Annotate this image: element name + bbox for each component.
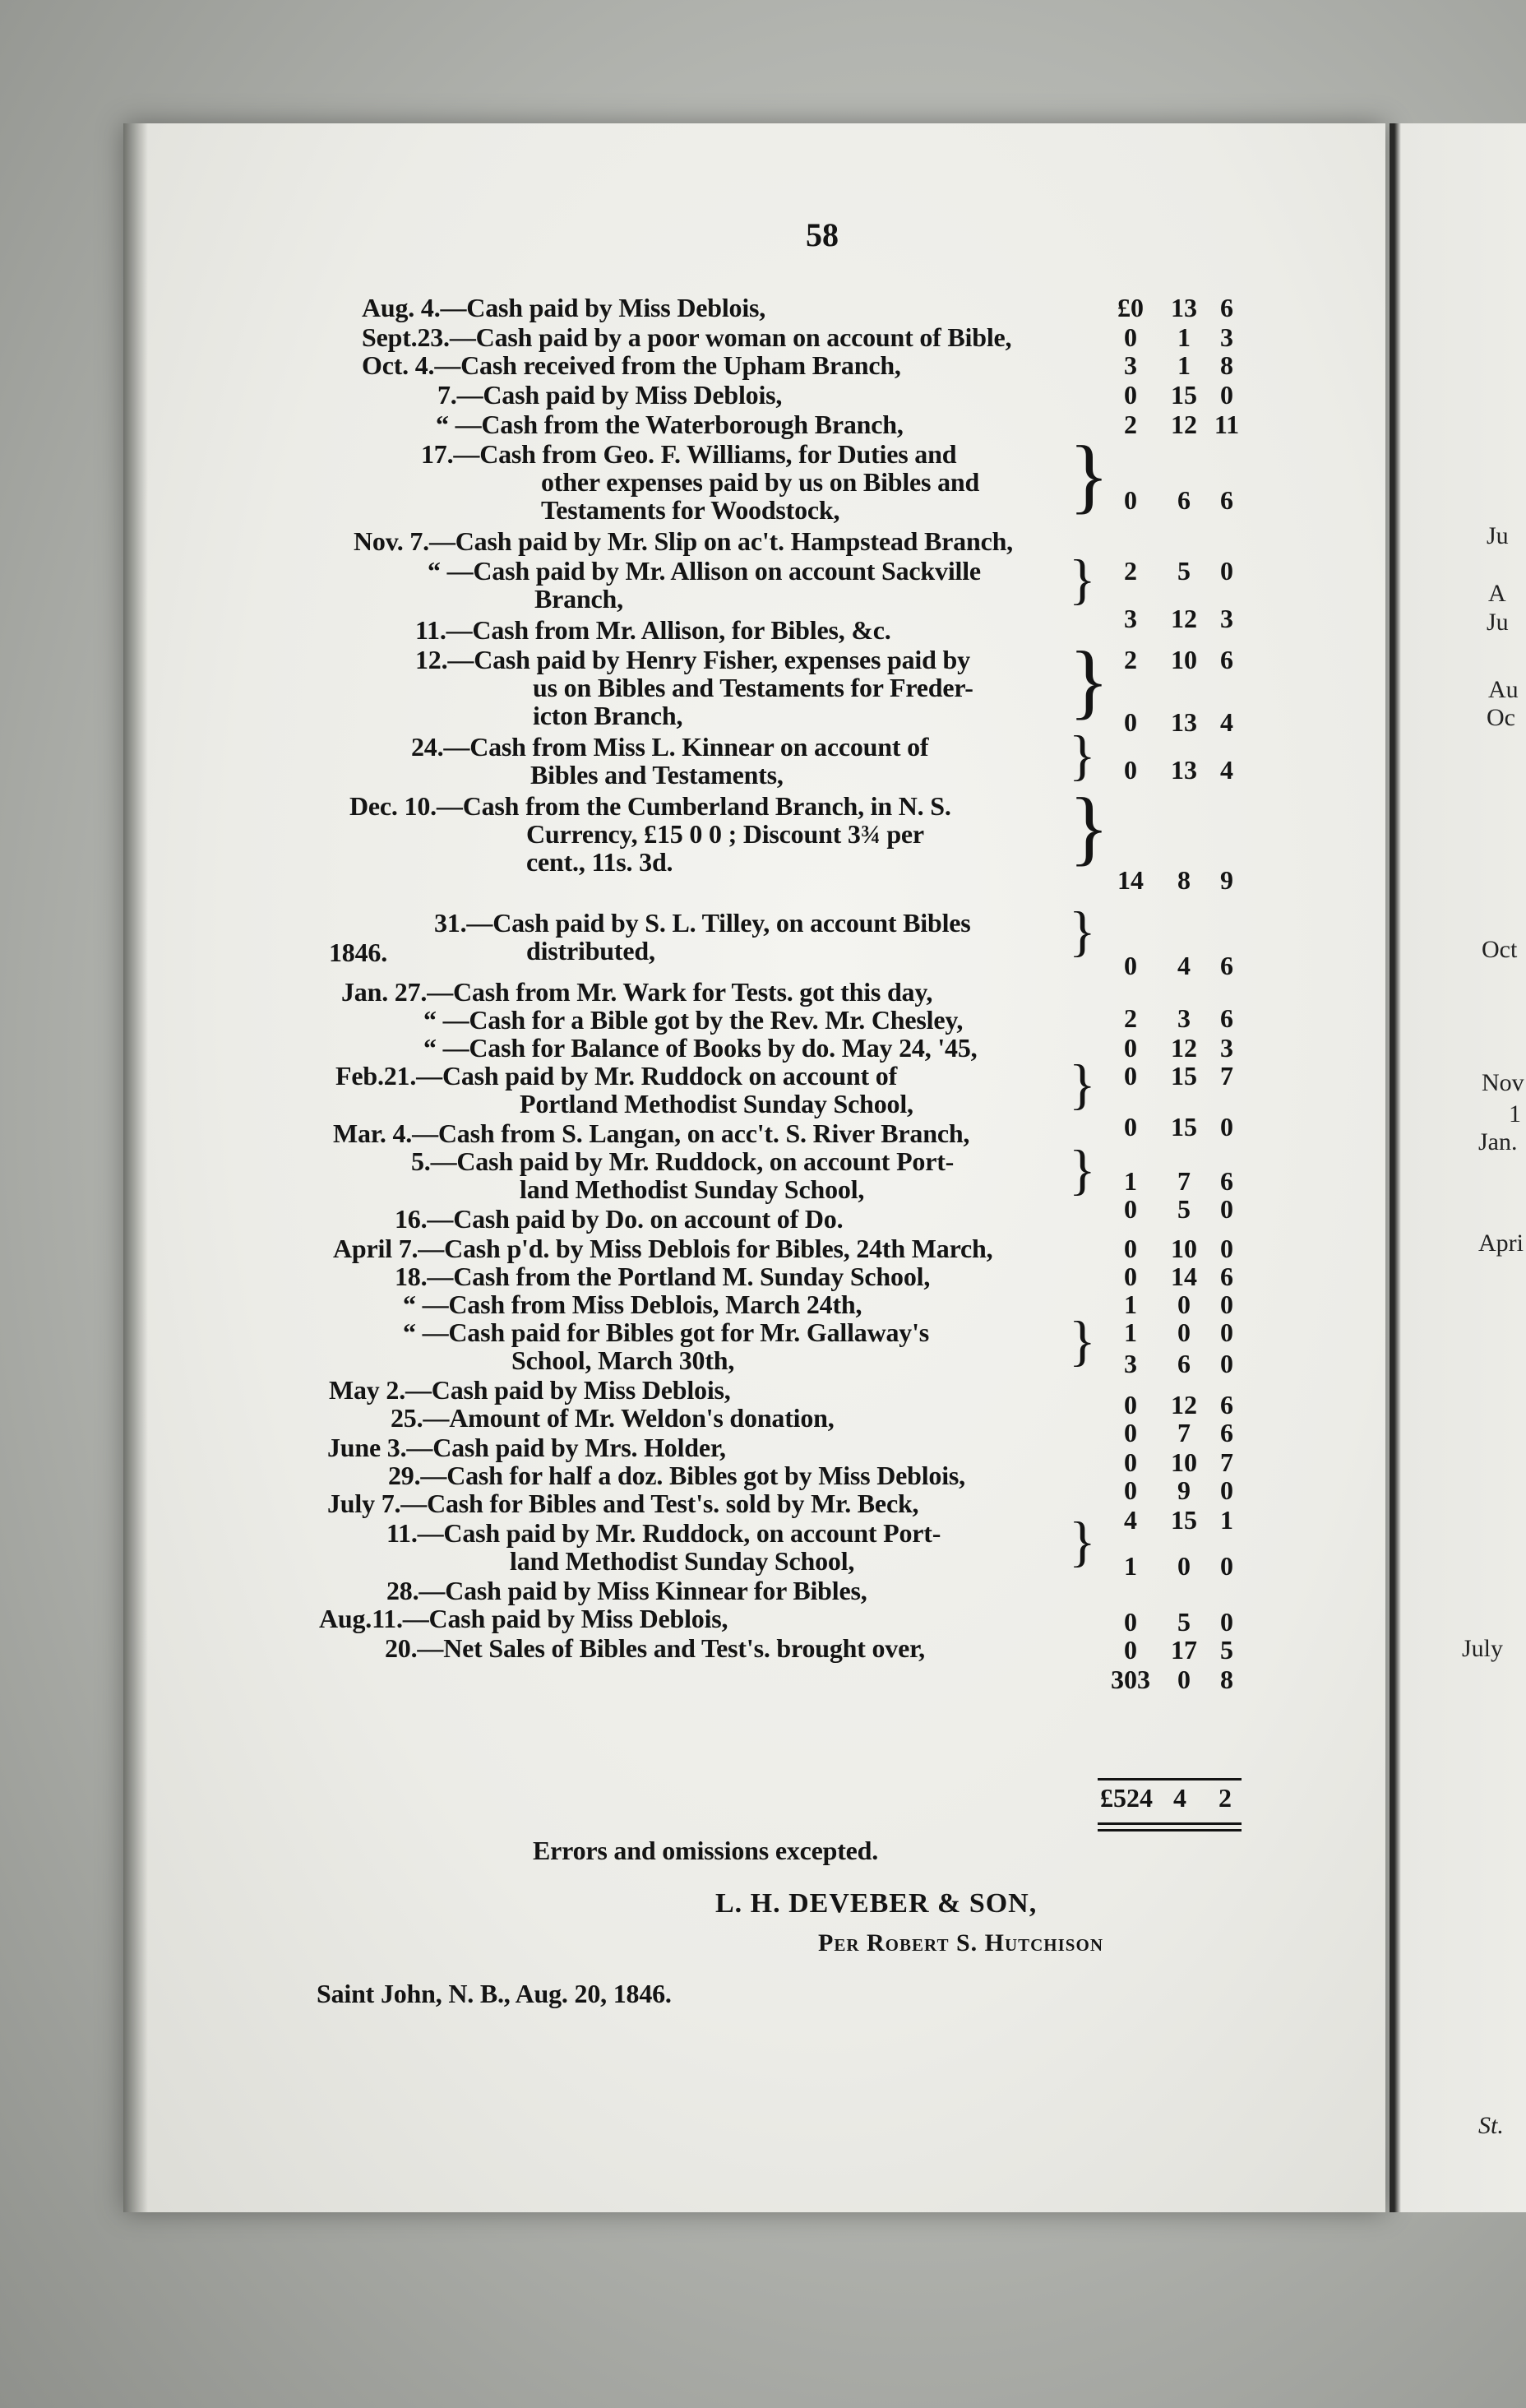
amount-pounds: 0 — [1124, 1390, 1137, 1419]
entry-line: “ —Cash paid for Bibles got for Mr. Gallaway's — [403, 1317, 930, 1347]
amount-shillings: 10 — [1171, 1447, 1197, 1477]
amount-shillings: 0 — [1177, 1290, 1191, 1319]
amount-pounds: 0 — [1124, 1112, 1137, 1141]
facing-page-fragment: July — [1462, 1635, 1504, 1662]
amount-shillings: 0 — [1177, 1317, 1191, 1347]
entry-line: 7.—Cash paid by Miss Deblois, — [437, 380, 783, 410]
amount-shillings: 12 — [1171, 1390, 1197, 1419]
facing-page-fragment: Oc — [1487, 704, 1515, 731]
entry-continuation: other expenses paid by us on Bibles and — [541, 467, 980, 497]
facing-page-fragment: Apri — [1478, 1229, 1524, 1257]
amount-pounds: 2 — [1124, 556, 1137, 586]
entry-line: 18.—Cash from the Portland M. Sunday School, — [395, 1262, 931, 1291]
amount-pounds: 3 — [1124, 1349, 1137, 1378]
entry-continuation: distributed, — [526, 936, 655, 966]
amount-pence: 4 — [1220, 707, 1233, 737]
amount-shillings: 12 — [1171, 1033, 1197, 1063]
amount-shillings: 13 — [1171, 707, 1197, 737]
entry-line: Oct. 4.—Cash received from the Upham Branch, — [362, 350, 901, 380]
entry-continuation: Bibles and Testaments, — [530, 760, 784, 790]
entry-line: “ —Cash from Miss Deblois, March 24th, — [403, 1290, 862, 1319]
amount-pounds: 0 — [1124, 1635, 1137, 1665]
year-label: 1846. — [329, 938, 388, 967]
entry-brace: } — [1069, 1053, 1096, 1115]
facing-page-fragment: Nov — [1482, 1069, 1524, 1096]
total-rule-bottom-1 — [1098, 1822, 1242, 1825]
amount-pounds: 0 — [1124, 1194, 1137, 1224]
entry-line: Feb.21.—Cash paid by Mr. Ruddock on account of — [335, 1061, 898, 1091]
amount-pence: 0 — [1220, 1475, 1233, 1505]
amount-pence: 0 — [1220, 1551, 1233, 1581]
amount-shillings: 15 — [1171, 380, 1197, 410]
entry-line: Dec. 10.—Cash from the Cumberland Branch, in N. S. — [349, 791, 951, 821]
entry-brace: } — [1069, 724, 1096, 786]
amount-pounds: 0 — [1124, 322, 1137, 352]
errors-note: Errors and omissions excepted. — [533, 1836, 879, 1865]
entry-continuation: icton Branch, — [533, 701, 683, 730]
amount-pounds: 0 — [1124, 485, 1137, 515]
amount-shillings: 13 — [1171, 293, 1197, 322]
entry-line: 17.—Cash from Geo. F. Williams, for Duties and — [421, 439, 957, 469]
amount-pence: 6 — [1220, 1418, 1233, 1447]
amount-shillings: 5 — [1177, 1194, 1191, 1224]
amount-shillings: 14 — [1171, 1262, 1197, 1291]
amount-pence: 0 — [1220, 1234, 1233, 1263]
entry-line: 12.—Cash paid by Henry Fisher, expenses paid by — [415, 645, 970, 674]
amount-pence: 0 — [1220, 1607, 1233, 1637]
amount-pence: 6 — [1220, 1262, 1233, 1291]
entry-brace: } — [1069, 781, 1109, 874]
total-pence: 2 — [1218, 1783, 1232, 1813]
signature-per: Per Robert S. Hutchison — [818, 1929, 1103, 1956]
entry-line: 11.—Cash from Mr. Allison, for Bibles, &c. — [415, 615, 891, 645]
amount-shillings: 6 — [1177, 485, 1191, 515]
amount-shillings: 5 — [1177, 556, 1191, 586]
entry-line: Jan. 27.—Cash from Mr. Wark for Tests. got this day, — [341, 977, 933, 1007]
entry-brace: } — [1069, 1138, 1096, 1201]
amount-pounds: 1 — [1124, 1166, 1137, 1196]
amount-pounds: 2 — [1124, 645, 1137, 674]
entry-line: April 7.—Cash p'd. by Miss Deblois for Bibles, 24th March, — [333, 1234, 993, 1263]
amount-pounds: 0 — [1124, 1234, 1137, 1263]
amount-pounds: 14 — [1117, 865, 1144, 895]
amount-pounds: 0 — [1124, 1447, 1137, 1477]
amount-pounds: 2 — [1124, 1003, 1137, 1033]
amount-pounds: 0 — [1124, 1607, 1137, 1637]
entry-brace: } — [1069, 635, 1109, 728]
entry-line: “ —Cash for a Bible got by the Rev. Mr. Chesley, — [423, 1005, 964, 1035]
amount-shillings: 12 — [1171, 410, 1197, 439]
entry-continuation: School, March 30th, — [511, 1345, 735, 1375]
entry-brace: } — [1069, 548, 1096, 610]
amount-pence: 6 — [1220, 951, 1233, 980]
amount-pounds: 1 — [1124, 1551, 1137, 1581]
total-rule-top — [1098, 1778, 1242, 1781]
amount-shillings: 10 — [1171, 1234, 1197, 1263]
facing-page-fragment: Jan. — [1478, 1128, 1518, 1155]
entry-line: Aug. 4.—Cash paid by Miss Deblois, — [362, 293, 766, 322]
amount-pence: 6 — [1220, 1166, 1233, 1196]
amount-pence: 0 — [1220, 380, 1233, 410]
facing-page-fragment: Oct — [1482, 936, 1518, 963]
amount-shillings: 0 — [1177, 1665, 1191, 1694]
amount-shillings: 10 — [1171, 645, 1197, 674]
entry-continuation: land Methodist Sunday School, — [520, 1174, 865, 1204]
entry-continuation: cent., 11s. 3d. — [526, 847, 673, 877]
amount-shillings: 1 — [1177, 350, 1191, 380]
entry-line: 31.—Cash paid by S. L. Tilley, on account Bibles — [434, 908, 971, 938]
amount-pence: 6 — [1220, 1003, 1233, 1033]
amount-pounds: 0 — [1124, 1475, 1137, 1505]
amount-pence: 5 — [1220, 1635, 1233, 1665]
entry-line: Aug.11.—Cash paid by Miss Deblois, — [319, 1604, 728, 1633]
amount-shillings: 5 — [1177, 1607, 1191, 1637]
entry-line: Sept.23.—Cash paid by a poor woman on account of Bible, — [362, 322, 1012, 352]
amount-pence: 0 — [1220, 1290, 1233, 1319]
amount-pounds: 0 — [1124, 1418, 1137, 1447]
entry-line: June 3.—Cash paid by Mrs. Holder, — [327, 1433, 726, 1462]
amount-shillings: 15 — [1171, 1112, 1197, 1141]
signature-firm: L. H. DEVEBER & SON, — [715, 1888, 1038, 1919]
entry-brace: } — [1069, 1309, 1096, 1372]
entry-continuation: land Methodist Sunday School, — [510, 1546, 855, 1576]
entry-line: 20.—Net Sales of Bibles and Test's. brought over, — [385, 1633, 925, 1663]
total-rule-bottom-2 — [1098, 1829, 1242, 1831]
amount-pence: 8 — [1220, 350, 1233, 380]
amount-shillings: 1 — [1177, 322, 1191, 352]
total-pounds: £524 — [1100, 1783, 1153, 1813]
entry-continuation: Testaments for Woodstock, — [541, 495, 840, 525]
entry-line: Mar. 4.—Cash from S. Langan, on acc't. S. River Branch, — [333, 1118, 970, 1148]
amount-pounds: 0 — [1124, 1061, 1137, 1091]
page-number: 58 — [806, 216, 839, 253]
entry-line: “ —Cash paid by Mr. Allison on account Sackville — [428, 556, 981, 586]
facing-page-fragment: St. — [1478, 2112, 1504, 2139]
amount-shillings: 7 — [1177, 1166, 1191, 1196]
facing-page — [1390, 123, 1526, 2212]
entry-line: July 7.—Cash for Bibles and Test's. sold by Mr. Beck, — [327, 1489, 919, 1518]
total-shillings: 4 — [1173, 1783, 1186, 1813]
facing-page-fragment: A — [1488, 580, 1506, 607]
amount-pounds: 3 — [1124, 604, 1137, 633]
amount-shillings: 6 — [1177, 1349, 1191, 1378]
entry-line: 24.—Cash from Miss L. Kinnear on account of — [411, 732, 929, 762]
amount-pence: 3 — [1220, 1033, 1233, 1063]
amount-pounds: 303 — [1111, 1665, 1150, 1694]
entry-continuation: Currency, £15 0 0 ; Discount 3¾ per — [526, 819, 924, 849]
amount-pence: 0 — [1220, 1317, 1233, 1347]
amount-pounds: 0 — [1124, 951, 1137, 980]
entry-continuation: us on Bibles and Testaments for Freder- — [533, 673, 973, 702]
amount-pence: 1 — [1220, 1505, 1233, 1535]
amount-shillings: 7 — [1177, 1418, 1191, 1447]
amount-pounds: 0 — [1124, 707, 1137, 737]
amount-pounds: 3 — [1124, 350, 1137, 380]
entry-line: “ —Cash from the Waterborough Branch, — [436, 410, 904, 439]
facing-page-fragment: Ju — [1487, 522, 1509, 549]
amount-pence: 0 — [1220, 1112, 1233, 1141]
amount-shillings: 15 — [1171, 1061, 1197, 1091]
facing-page-fragment: Ju — [1487, 609, 1509, 636]
amount-shillings: 15 — [1171, 1505, 1197, 1535]
entry-line: 28.—Cash paid by Miss Kinnear for Bibles, — [386, 1576, 867, 1605]
amount-shillings: 4 — [1177, 951, 1191, 980]
amount-pence: 6 — [1220, 293, 1233, 322]
entry-continuation: Branch, — [534, 584, 623, 614]
entry-line: 16.—Cash paid by Do. on account of Do. — [395, 1204, 844, 1234]
amount-pounds: 4 — [1124, 1505, 1137, 1535]
entry-continuation: Portland Methodist Sunday School, — [520, 1089, 913, 1118]
amount-pounds: 1 — [1124, 1317, 1137, 1347]
amount-pounds: £0 — [1117, 293, 1144, 322]
entry-brace: } — [1069, 1510, 1096, 1572]
amount-pence: 6 — [1220, 645, 1233, 674]
amount-shillings: 12 — [1171, 604, 1197, 633]
entry-line: 11.—Cash paid by Mr. Ruddock, on account Port- — [386, 1518, 941, 1548]
entry-line: “ —Cash for Balance of Books by do. May 24, '45, — [423, 1033, 978, 1063]
amount-pence: 8 — [1220, 1665, 1233, 1694]
amount-pence: 6 — [1220, 485, 1233, 515]
amount-shillings: 17 — [1171, 1635, 1197, 1665]
amount-pence: 0 — [1220, 1194, 1233, 1224]
amount-shillings: 3 — [1177, 1003, 1191, 1033]
entry-line: May 2.—Cash paid by Miss Deblois, — [329, 1375, 731, 1405]
amount-shillings: 9 — [1177, 1475, 1191, 1505]
amount-pence: 9 — [1220, 865, 1233, 895]
amount-pence: 3 — [1220, 322, 1233, 352]
facing-page-fragment: Au — [1488, 676, 1519, 703]
amount-pence: 0 — [1220, 556, 1233, 586]
amount-pounds: 0 — [1124, 1033, 1137, 1063]
entry-line: 25.—Amount of Mr. Weldon's donation, — [391, 1403, 835, 1433]
entry-brace: } — [1069, 429, 1109, 522]
amount-shillings: 13 — [1171, 755, 1197, 785]
amount-pounds: 2 — [1124, 410, 1137, 439]
facing-page-fragment: 1 — [1509, 1100, 1521, 1128]
amount-pence: 3 — [1220, 604, 1233, 633]
amount-pence: 7 — [1220, 1061, 1233, 1091]
amount-pence: 0 — [1220, 1349, 1233, 1378]
entry-line: 29.—Cash for half a doz. Bibles got by Miss Deblois, — [388, 1461, 965, 1490]
page-binding-shadow — [123, 123, 148, 2212]
amount-shillings: 0 — [1177, 1551, 1191, 1581]
amount-pounds: 1 — [1124, 1290, 1137, 1319]
entry-line: Nov. 7.—Cash paid by Mr. Slip on ac't. Hampstead Branch, — [354, 526, 1013, 556]
place-date: Saint John, N. B., Aug. 20, 1846. — [317, 1979, 672, 2008]
amount-pence: 6 — [1220, 1390, 1233, 1419]
entry-line: 5.—Cash paid by Mr. Ruddock, on account Port- — [411, 1146, 955, 1176]
amount-pence: 7 — [1220, 1447, 1233, 1477]
amount-pence: 11 — [1214, 410, 1240, 439]
amount-shillings: 8 — [1177, 865, 1191, 895]
entry-brace: } — [1069, 900, 1096, 962]
amount-pounds: 0 — [1124, 380, 1137, 410]
amount-pence: 4 — [1220, 755, 1233, 785]
amount-pounds: 0 — [1124, 755, 1137, 785]
amount-pounds: 0 — [1124, 1262, 1137, 1291]
